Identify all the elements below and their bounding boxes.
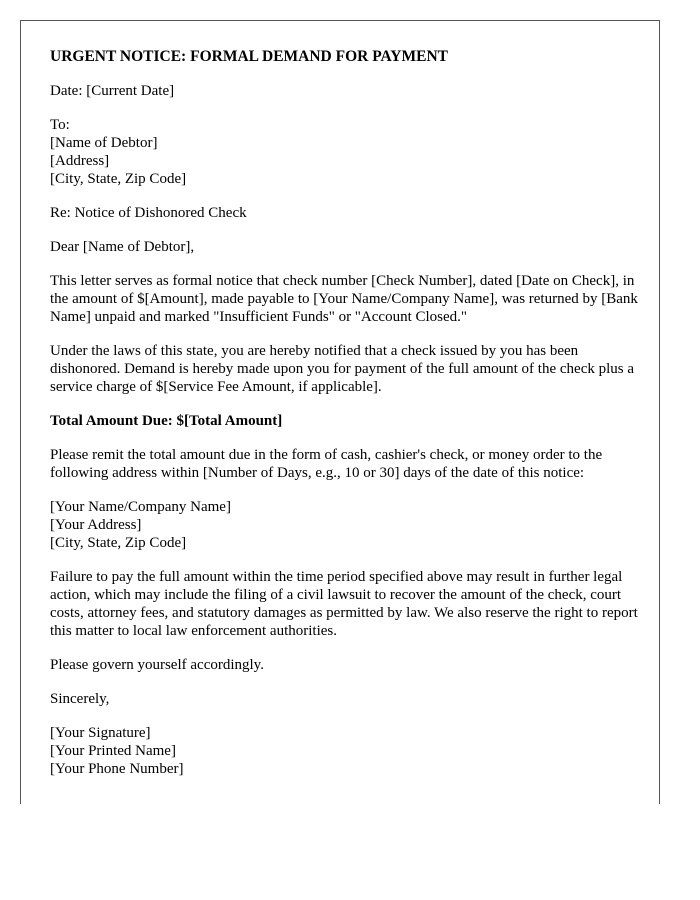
debtor-name: [Name of Debtor]	[50, 135, 158, 151]
letter-title: URGENT NOTICE: FORMAL DEMAND FOR PAYMENT	[50, 48, 448, 65]
paragraph-consequences: Failure to pay the full amount within the time period specified above may result in further legal action, which may include the filing of a civil lawsuit to recover the amount of the check, court costs, attorney fees, and statutory damages as permitted by law. We also reserve the right to report this matter to local law enforcement authorities.	[50, 569, 638, 639]
printed-name: [Your Printed Name]	[50, 743, 176, 759]
remit-address-block	[50, 498, 650, 552]
remit-address: [Your Address]	[50, 517, 142, 533]
paragraph-remit: Please remit the total amount due in the form of cash, cashier's check, or money order to the following address within [Number of Days, e.g., 10 or 30] days of the date of this notice:	[50, 447, 603, 481]
subject-line: Re: Notice of Dishonored Check	[50, 205, 247, 221]
signoff: Sincerely,	[50, 691, 110, 707]
recipient-block	[50, 116, 650, 188]
paragraph-notice: This letter serves as formal notice that check number [Check Number], dated [Date on Check], in the amount of $[Amount], made payable to [Your Name/Company Name], was returned by [Bank Name] unpaid and marked "Insufficient Funds" or "Account Closed."	[50, 273, 638, 325]
signature-placeholder: [Your Signature]	[50, 725, 151, 741]
paragraph-demand: Under the laws of this state, you are hereby notified that a check issued by you has been dishonored. Demand is hereby made upon you for payment of the full amount of the check plus a service charge of $[Service Fee Amount, if applicable].	[50, 343, 635, 395]
letter-date: Date: [Current Date]	[50, 83, 175, 99]
total-amount-due: Total Amount Due: $[Total Amount]	[50, 413, 283, 429]
letter-body	[50, 48, 650, 794]
signature-block	[50, 724, 650, 778]
letter-page	[20, 20, 660, 804]
remit-name: [Your Name/Company Name]	[50, 499, 231, 515]
phone-number: [Your Phone Number]	[50, 761, 184, 777]
to-label: To:	[50, 117, 70, 133]
debtor-address: [Address]	[50, 153, 110, 169]
salutation: Dear [Name of Debtor],	[50, 239, 195, 255]
remit-city-state-zip: [City, State, Zip Code]	[50, 535, 187, 551]
debtor-city-state-zip: [City, State, Zip Code]	[50, 171, 187, 187]
closing-note: Please govern yourself accordingly.	[50, 657, 264, 673]
